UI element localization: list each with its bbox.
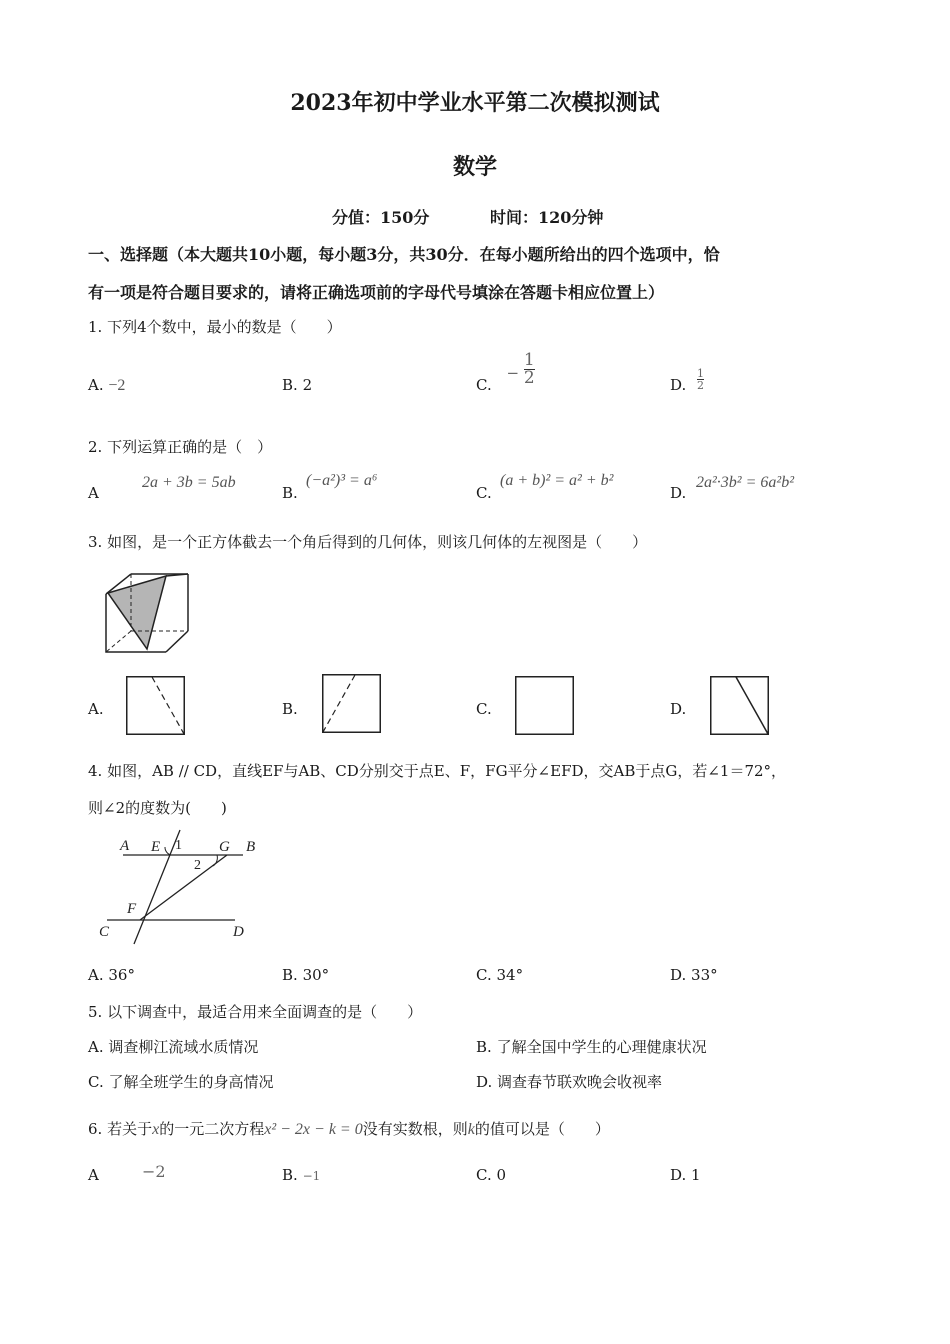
q2-stem: 2. 下列运算正确的是（ ） — [88, 438, 273, 456]
q6-stem-post: 的值可以是（ ） — [474, 1120, 610, 1138]
fig-label-b: B — [246, 839, 256, 855]
fig-label-e: E — [151, 839, 161, 855]
q2-a-label: A — [88, 484, 99, 502]
q1-option-c — [476, 352, 535, 394]
q4-c-label: C. — [476, 966, 492, 984]
q5-c-value: 了解全班学生的身高情况 — [108, 1073, 274, 1091]
q1-option-a — [88, 376, 125, 395]
q4-c-value: 34° — [496, 966, 524, 984]
q3-a-label: A. — [88, 700, 104, 718]
q2-d-value: 2a²·3b² = 6a²b² — [696, 474, 794, 491]
q4-b-label: B. — [282, 966, 298, 984]
q1-c-numerator: 1 — [523, 350, 535, 370]
q4-a-label: A. — [88, 966, 104, 984]
q1-option-b — [282, 376, 312, 394]
q3-c-label: C. — [476, 700, 492, 718]
subject-title: 数学 — [452, 154, 497, 180]
q2-b-label: B. — [282, 484, 298, 502]
q6-d-value: 1 — [691, 1166, 701, 1184]
fig-label-angle-1: 1 — [175, 838, 182, 853]
fig-label-d: D — [233, 924, 244, 940]
q2-c-value: (a + b)² = a² + b² — [500, 472, 614, 489]
q5-option-d — [476, 1071, 662, 1092]
q4-option-a — [88, 966, 135, 984]
q6-a-value: −2 — [142, 1162, 166, 1181]
fig-label-angle-2: 2 — [194, 858, 201, 873]
q3-option-d-figure — [710, 676, 770, 736]
q4-a-value: 36° — [108, 966, 135, 984]
q4-parallel-lines-figure — [95, 826, 265, 946]
time-info: 时间：120分钟 — [490, 208, 604, 227]
q5-a-value: 调查柳江流域水质情况 — [108, 1038, 259, 1056]
q6-stem-mid2: 没有实数根，则 — [362, 1120, 468, 1138]
q5-c-label: C. — [88, 1073, 104, 1091]
q1-option-d — [670, 368, 704, 394]
q3-option-a-figure — [126, 676, 186, 736]
q1-c-sign: − — [506, 364, 520, 382]
q3-option-c-figure — [515, 676, 575, 736]
q4-stem-line2: 则∠2的度数为( ) — [88, 799, 227, 817]
q6-stem — [88, 1118, 610, 1139]
exam-title: 2023年初中学业水平第二次模拟测试 — [290, 90, 660, 116]
q6-b-value: −1 — [302, 1169, 321, 1183]
q1-d-numerator: 1 — [697, 367, 705, 380]
q1-d-denominator: 2 — [697, 379, 705, 392]
q1-d-label: D. — [670, 376, 687, 394]
q5-option-b — [476, 1036, 707, 1057]
q5-option-c — [88, 1071, 274, 1092]
q2-c-label: C. — [476, 484, 492, 502]
q5-b-value: 了解全国中学生的心理健康状况 — [496, 1038, 707, 1056]
q1-b-value: 2 — [302, 376, 313, 394]
q3-cube-figure — [100, 568, 200, 658]
fig-label-g: G — [219, 839, 230, 855]
q5-a-label: A. — [88, 1038, 104, 1056]
q4-d-value: 33° — [691, 966, 718, 984]
q5-b-label: B. — [476, 1038, 492, 1056]
q1-a-value: −2 — [108, 377, 126, 394]
fig-label-a: A — [120, 838, 130, 854]
q6-c-label: C. — [476, 1166, 492, 1184]
fig-label-c: C — [99, 924, 110, 940]
q6-d-label: D. — [670, 1166, 687, 1184]
q3-b-label: B. — [282, 700, 298, 718]
q6-option-d — [670, 1166, 701, 1184]
q3-option-b-figure — [322, 674, 382, 734]
q6-equation: x² − 2x − k = 0 — [264, 1121, 363, 1138]
q6-a-label: A — [88, 1166, 99, 1184]
q1-a-label: A. — [88, 376, 104, 394]
q4-option-d — [670, 966, 718, 984]
q5-d-value: 调查春节联欢晚会收视率 — [497, 1073, 663, 1091]
score-info: 分值：150分 — [332, 208, 430, 227]
q6-stem-mid: 的一元二次方程 — [159, 1120, 265, 1138]
q6-var-k: k — [467, 1121, 475, 1138]
q4-d-label: D. — [670, 966, 687, 984]
q6-var-x: x — [152, 1121, 160, 1138]
section-heading-line2: 有一项是符合题目要求的，请将正确选项前的字母代号填涂在答题卡相应位置上） — [88, 283, 665, 302]
q5-stem: 5. 以下调查中，最适合用来全面调查的是（ ） — [88, 1003, 423, 1021]
q2-a-value: 2a + 3b = 5ab — [142, 474, 236, 491]
q2-d-label: D. — [670, 484, 687, 502]
q1-stem: 1. 下列4个数中，最小的数是（ ） — [88, 318, 342, 336]
q2-b-value: (−a²)³ = a⁶ — [306, 472, 378, 489]
q5-option-a — [88, 1036, 258, 1057]
q6-c-value: 0 — [496, 1166, 507, 1184]
q1-c-label: C. — [476, 376, 492, 394]
q6-b-label: B. — [282, 1166, 298, 1184]
q6-stem-pre: 6. 若关于 — [88, 1120, 153, 1138]
q5-d-label: D. — [476, 1073, 493, 1091]
q6-option-b — [282, 1166, 320, 1184]
q6-option-c — [476, 1166, 506, 1184]
q3-d-label: D. — [670, 700, 687, 718]
q1-b-label: B. — [282, 376, 298, 394]
q1-c-denominator: 2 — [523, 368, 535, 388]
q4-b-value: 30° — [302, 966, 330, 984]
q4-option-b — [282, 966, 329, 984]
q4-stem-line1: 4. 如图，AB // CD，直线EF与AB、CD分别交于点E、F，FG平分∠EFD，交AB于点G，若∠1＝72°， — [88, 762, 787, 780]
fig-label-f: F — [127, 901, 137, 917]
q4-option-c — [476, 966, 523, 984]
section-heading-line1: 一、选择题（本大题共10小题，每小题3分，共30分．在每小题所给出的四个选项中，恰 — [88, 245, 720, 264]
q3-stem: 3. 如图，是一个正方体截去一个角后得到的几何体，则该几何体的左视图是（ ） — [88, 533, 648, 551]
